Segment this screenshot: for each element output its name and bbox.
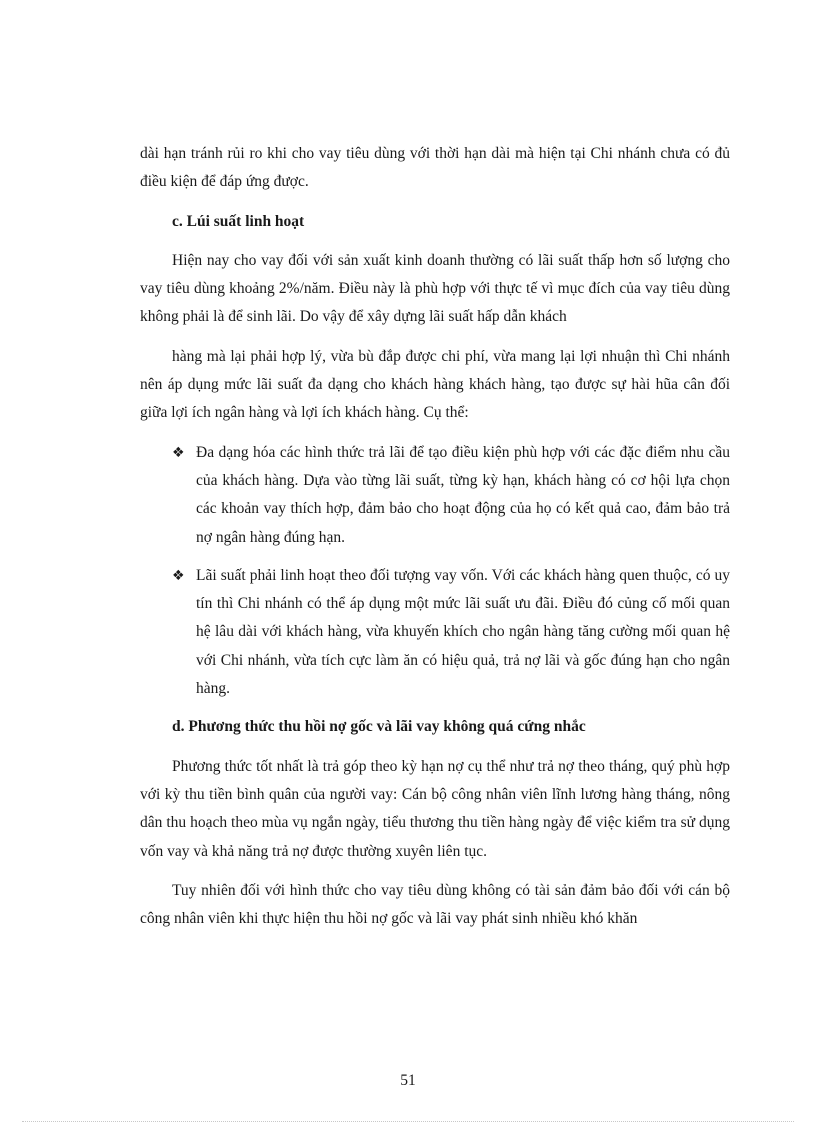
bullet-item-2 [140,562,730,703]
diamond-bullet-icon: ❖ [172,444,185,461]
section-heading-d: d. Phương thức thu hồi nợ gốc và lãi vay không quá cứng nhắc [172,718,586,736]
paragraph-interest-rate-continued: hàng mà lại phải hợp lý, vừa bù đắp được chi phí, vừa mang lại lợi nhuận thì Chi nhánh nên áp dụng mức lãi suất đa dạng cho khách hàng khách hàng, tạo được sự hài hũa cân đối giữa lợi ích ngân hàng và lợi ích khách hàng. Cụ thể: [140,347,730,422]
paragraph-continuation: dài hạn tránh rủi ro khi cho vay tiêu dùng với thời hạn dài mà hiện tại Chi nhánh chưa có đủ điều kiện để đáp ứng được. [140,145,730,191]
page-body [140,140,730,944]
paragraph-repayment-difficulty: Tuy nhiên đối với hình thức cho vay tiêu dùng không có tài sản đảm bảo đối với cán bộ công nhân viên khi thực hiện thu hồi nợ gốc và lãi vay phát sinh nhiều khó khăn [140,881,730,928]
bullet-text-2: Lãi suất phải linh hoạt theo đối tượng vay vốn. Với các khách hàng quen thuộc, có uy tín thì Chi nhánh có thể áp dụng một mức lãi suất ưu đãi. Điều đó củng cố mối quan hệ lâu dài với khách hàng, vừa khuyến khích cho ngân hàng tăng cường mối quan hệ với Chi nhánh, vừa tích cực làm ăn có hiệu quả, trả nợ lãi và gốc đúng hạn cho ngân hàng. [196,566,730,698]
diamond-bullet-icon: ❖ [172,567,185,584]
bullet-text-1: Đa dạng hóa các hình thức trả lãi để tạo điều kiện phù hợp với các đặc điểm nhu cầu của khách hàng. Dựa vào từng lãi suất, từng kỳ hạn, khách hàng có cơ hội lựa chọn các khoản vay thích hợp, đảm bảo cho hoạt động của họ có kết quả cao, đảm bảo trả nợ ngân hàng đúng hạn. [196,443,730,546]
page-number: 51 [400,1072,416,1089]
bullet-item-1 [140,439,730,552]
paragraph-repayment-method: Phương thức tốt nhất là trả góp theo kỳ hạn nợ cụ thể như trả nợ theo tháng, quý phù hợp với kỳ thu tiền bình quân của người vay: Cán bộ công nhân viên lĩnh lương hàng tháng, nông dân thu hoạch theo mùa vụ ngắn ngày, tiểu thương thu tiền hàng ngày để việc kiểm tra sử dụng vốn vay và khả năng trả nợ được thường xuyên liên tục. [140,757,730,860]
page-bottom-divider [22,1121,794,1122]
paragraph-interest-rate: Hiện nay cho vay đối với sản xuất kinh doanh thường có lãi suất thấp hơn số lượng cho vay tiêu dùng khoảng 2%/năm. Điều này là phù hợp với thực tế vì mục đích của vay tiêu dùng không phải là để sinh lãi. Do vậy để xây dựng lãi suất hấp dẫn khách [140,251,730,326]
section-heading-c: c. Lúi suất linh hoạt [172,212,305,230]
